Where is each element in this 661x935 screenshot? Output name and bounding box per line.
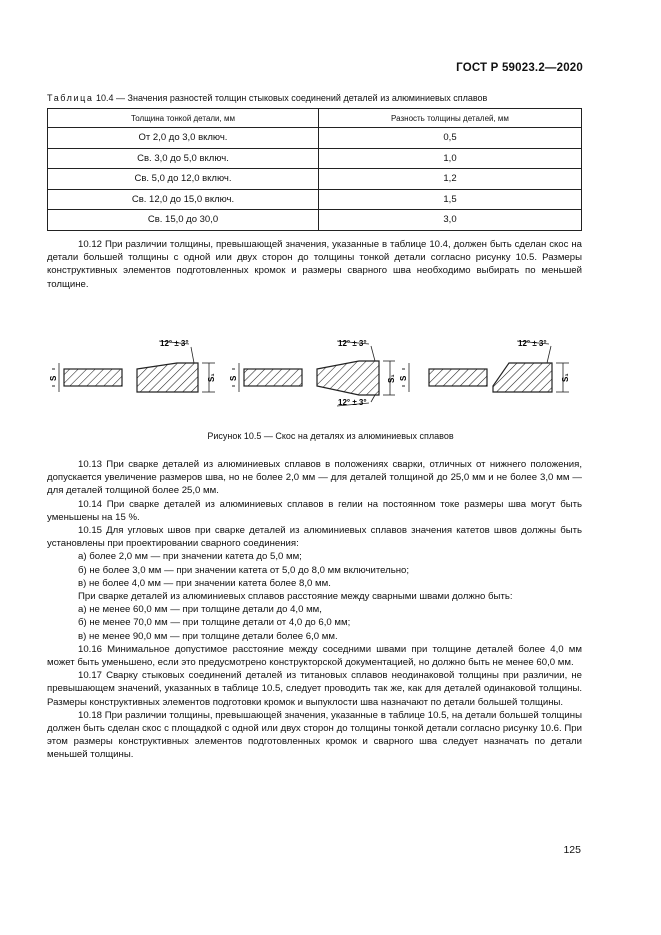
angle-label: 12° ± 3° [518, 339, 547, 348]
thin-plate [429, 369, 487, 386]
table-caption-text: 10.4 — Значения разностей толщин стыковых соединений деталей из алюминиевых сплавов [96, 93, 488, 103]
list-item: в) не более 4,0 мм — при значении катета более 8,0 мм. [78, 577, 331, 589]
table-cell: 3,0 [319, 210, 582, 231]
table-cell: Св. 12,0 до 15,0 включ. [48, 189, 319, 210]
table-caption [47, 93, 487, 103]
table-cell: От 2,0 до 3,0 включ. [48, 128, 319, 149]
list-item: а) более 2,0 мм — при значении катета до 5,0 мм; [78, 551, 302, 563]
table-cell: Св. 5,0 до 12,0 включ. [48, 169, 319, 190]
s-label: S [399, 375, 408, 381]
table-row [48, 169, 582, 190]
thickness-table [47, 108, 582, 231]
page-number: 125 [563, 844, 581, 856]
list-item: б) не более 3,0 мм — при значении катета от 5,0 до 8,0 мм включительно; [78, 564, 410, 576]
table-cell: Св. 15,0 до 30,0 [48, 210, 319, 231]
table-cell: Св. 3,0 до 5,0 включ. [48, 148, 319, 169]
paragraph-10-18: 10.18 При различии толщины, превышающей значения, указанные в таблице 10.5, на детали большей толщины должен быть сделан скос с площадкой с одной или двух сторон до толщины тонкой детали согласно рисунку 10.6. При этом размеры конструктивных элементов подготовленных кромок и сварного шва следует назначать по детали меньшей толщины. [47, 709, 582, 761]
s-label: S [229, 375, 238, 381]
table-row [48, 189, 582, 210]
paragraph-10-14: 10.14 При сварке деталей из алюминиевых сплавов в гелии на постоянном токе размеры шва могут быть уменьшены на 15 %. [47, 498, 582, 523]
angle-label: 12° ± 3° [338, 339, 367, 348]
s-label: S [49, 375, 58, 381]
table-header-row [48, 109, 582, 128]
angle-label-bottom: 12° ± 3° [338, 398, 367, 407]
thick-plate-beveled [317, 361, 379, 395]
bevel-drawing-with-land [399, 339, 570, 392]
table-row [48, 210, 582, 231]
table-cell: 1,5 [319, 189, 582, 210]
s1-label: S₁ [387, 374, 396, 383]
paragraph-10-13: 10.13 При сварке деталей из алюминиевых сплавов в положениях сварки, отличных от нижнего положения, допускается увеличение размеров шва, но не более 2,0 мм — для деталей толщиной до 25,0 мм и не более 3,0 мм — для деталей толщиной более 25,0 мм. [47, 459, 582, 497]
table-cell: 1,2 [319, 169, 582, 190]
standard-header: ГОСТ Р 59023.2—2020 [456, 62, 583, 74]
paragraph-distance: При сварке деталей из алюминиевых сплавов расстояние между сварными швами должно быть: [78, 591, 513, 603]
paragraph-10-12: 10.12 При различии толщины, превышающей значения, указанные в таблице 10.4, должен быть сделан скос на детали большей толщины с одной или двух сторон до толщины тонкой детали согласно рисунку 10.5. Размеры конструктивных элементов подготовленных кромок и размеры сварного шва необходимо выбирать по меньшей толщине. [47, 239, 582, 290]
s1-label: S₁ [207, 373, 216, 382]
bevel-drawing-two-sides [229, 339, 396, 407]
list-item: в) не менее 90,0 мм — при толщине детали более 6,0 мм. [78, 630, 338, 642]
bevel-drawing-one-side [49, 339, 216, 392]
table-row [48, 148, 582, 169]
table-cell: 1,0 [319, 148, 582, 169]
angle-label: 12° ± 3° [160, 339, 189, 348]
paragraph-10-16: 10.16 Минимальное допустимое расстояние между соседними швами при толщине деталей более 4,0 мм может быть уменьшено, если это предусмотрено конструкторской документацией, но должно быть не менее 60,0 мм. [47, 643, 582, 669]
s1-label: S₁ [561, 373, 570, 382]
table-cell: 0,5 [319, 128, 582, 149]
paragraph-10-15: 10.15 Для угловых швов при сварке деталей из алюминиевых сплавов значения катетов швов должны быть установлены при проектировании сварного соединения: [47, 525, 582, 550]
bevel-figure [47, 332, 587, 414]
thick-plate-beveled [493, 363, 552, 392]
thick-plate-beveled [137, 363, 198, 392]
figure-caption: Рисунок 10.5 — Скос на деталях из алюминиевых сплавов [207, 431, 454, 441]
paragraph-10-12-block [47, 238, 582, 291]
body-text [47, 458, 582, 762]
list-item: б) не менее 70,0 мм — при толщине детали от 4,0 до 6,0 мм; [78, 617, 351, 629]
table-header-thin: Толщина тонкой детали, мм [48, 109, 319, 128]
thin-plate [64, 369, 122, 386]
table-row [48, 128, 582, 149]
paragraph-10-17: 10.17 Сварку стыковых соединений деталей из титановых сплавов неодинаковой толщины при различии, не превышающем значений, указанных в таблице 10.5, следует проводить так же, как для деталей одинаковой толщины. Размеры конструктивных элементов подготовки кромок и выпуклости шва назначают по детали большей толщины. [47, 670, 582, 708]
thin-plate [244, 369, 302, 386]
table-caption-label: Таблица [47, 93, 94, 103]
list-item: а) не менее 60,0 мм — при толщине детали до 4,0 мм, [78, 604, 322, 616]
table-header-diff: Разность толщины деталей, мм [319, 109, 582, 128]
